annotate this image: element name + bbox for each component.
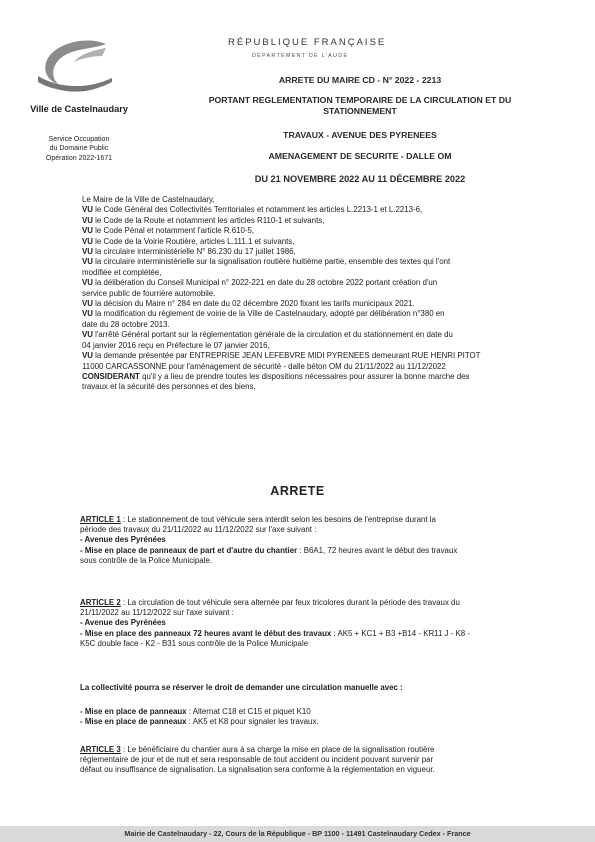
article-1-label: ARTICLE 1 xyxy=(80,515,121,524)
article-3 xyxy=(80,745,568,776)
preamble-line: modifiée et complétée, xyxy=(82,267,162,277)
preamble-line: VU le Code Pénal et notamment l'article R.610-5, xyxy=(82,226,255,236)
preamble-line: VU le Code de la Voirie Routière, articles L.111.1 et suivants, xyxy=(82,236,295,246)
article-1-line: sous contrôle de la Police Municipale. xyxy=(80,555,213,565)
title-line: STATIONNEMENT xyxy=(323,106,397,116)
service-line: du Domaine Public xyxy=(49,144,109,152)
preamble-line: 11000 CARCASSONNE pour l'aménagement de sécurité - dalle béton OM du 21/11/2022 au 11/12/2022 xyxy=(82,361,446,371)
preamble-line: VU l'arrêté Général portant sur la réglementation générale de la circulation et du stationnement en date du xyxy=(82,330,453,340)
service-line: Service Occupation xyxy=(48,136,110,143)
arrete-heading: ARRETE xyxy=(270,484,325,498)
article-2 xyxy=(80,598,568,649)
collectivite-section xyxy=(80,683,568,728)
article-2-label: ARTICLE 2 xyxy=(80,598,121,607)
article-1-line: ARTICLE 1 : Le stationnement de tout véhicule sera interdit selon les besoins de l'entreprise durant la xyxy=(80,515,436,524)
city-name: Ville de Castelnaudary xyxy=(30,104,128,114)
preamble-line: VU le Code Général des Collectivités Territoriales et notamment les articles L.2213-1 et L.2213-6, xyxy=(82,205,423,215)
footer-address: Mairie de Castelnaudary - 22, Cours de la République - BP 1100 - 11491 Castelnaudary Cedex - France xyxy=(0,826,595,842)
preamble-line: VU la délibération du Conseil Municipal n° 2022-221 en date du 28 octobre 2022 portant création d'un xyxy=(82,278,438,288)
article-2-line: - Mise en place des panneaux 72 heures avant le début des travaux : AK5 + KC1 + B3 +B14 - KR11 J - K8 - xyxy=(80,628,470,638)
collectivite-item: - Mise en place de panneaux : AK5 et K8 pour signaler les travaux. xyxy=(80,717,319,727)
date-range: DU 21 NOVEMBRE 2022 AU 11 DÉCEMBRE 2022 xyxy=(254,174,466,184)
preamble-line: VU la demande présentée par ENTREPRISE JEAN LEFEBVRE MIDI PYRENEES demeurant RUE HENRI PITOT xyxy=(82,351,481,361)
article-2-line: ARTICLE 2 : La circulation de tout véhicule sera alternée par feux tricolores durant la période des travaux du xyxy=(80,598,460,607)
article-2-line: K5C double face - K2 - B31 sous contrôle de la Police Municipale xyxy=(80,638,309,648)
operation-number: Opération 2022-1671 xyxy=(45,155,113,163)
arrete-number: ARRETE DU MAIRE CD - N° 2022 - 2213 xyxy=(278,75,442,85)
preamble-line: date du 28 octobre 2013. xyxy=(82,319,170,329)
article-3-line: ARTICLE 3 : Le bénéficiaire du chantier aura à sa charge la mise en place de la signalisation routière xyxy=(80,745,435,754)
article-3-label: ARTICLE 3 xyxy=(80,745,121,754)
preamble-line: 04 janvier 2016 reçu en Préfecture le 07 janvier 2016, xyxy=(82,340,270,350)
article-1 xyxy=(80,515,568,566)
republique-heading: RÉPUBLIQUE FRANÇAISE xyxy=(228,37,387,48)
preamble-line: VU la circulaire interministérielle N° 86.230 du 17 juillet 1986, xyxy=(82,247,296,257)
article-2-line: 21/11/2022 au 11/12/2022 sur l'axe suivant : xyxy=(80,608,234,618)
city-logo xyxy=(36,38,114,98)
preamble-line: Le Maire de la Ville de Castelnaudary, xyxy=(82,195,215,204)
preamble-line: service public de fourrière automobile. xyxy=(82,288,216,298)
preamble xyxy=(82,195,566,393)
article-1-line: période des travaux du 21/11/2022 au 11/12/2022 sur l'axe suivant : xyxy=(80,525,317,535)
collectivite-title: La collectivité pourra se réserver le droit de demander une circulation manuelle avec : xyxy=(80,683,403,692)
preamble-line: travaux et la sécurité des personnes et des biens, xyxy=(82,382,256,392)
article-2-street: - Avenue des Pyrénées xyxy=(80,618,166,628)
preamble-line: VU la décision du Maire n° 284 en date du 02 décembre 2020 fixant les tarifs municipaux 2021. xyxy=(82,299,415,309)
travaux-line: TRAVAUX - AVENUE DES PYRENEES xyxy=(283,130,437,140)
article-3-line: défaut ou insuffisance de signalisation. La signalisation sera conforme à la réglementation en vigueur. xyxy=(80,765,435,775)
article-3-line: réglementaire de jour et de nuit et sera responsable de tout accident ou incident pouvant survenir par xyxy=(80,755,434,765)
service-info xyxy=(16,136,142,164)
collectivite-item: - Mise en place de panneaux : Alternat C18 et C15 et piquet K10 xyxy=(80,707,311,717)
amenagement-line: AMENAGEMENT DE SECURITE - DALLE OM xyxy=(268,151,452,161)
preamble-line: VU la circulaire interministérielle sur la signalisation routière huitième partie, ensemble des textes qui l'ont xyxy=(82,257,451,267)
preamble-line: VU la modification du règlement de voirie de la Ville de Castelnaudary, adopté par délibération n°380 en xyxy=(82,309,445,319)
article-1-line: - Mise en place de panneaux de part et d'autre du chantier : B6A1, 72 heures avant le début des travaux xyxy=(80,545,458,555)
preamble-line: CONSIDERANT qu'il y a lieu de prendre toutes les dispositions nécessaires pour assurer la bonne marche des xyxy=(82,371,470,381)
departement-heading: DÉPARTEMENT DE L'AUDE xyxy=(252,53,349,59)
preamble-line: VU le Code de la Route et notamment les articles R110-1 et suivants, xyxy=(82,215,325,225)
article-1-street: - Avenue des Pyrénées xyxy=(80,535,166,545)
title-line: PORTANT REGLEMENTATION TEMPORAIRE DE LA CIRCULATION ET DU xyxy=(208,95,512,105)
